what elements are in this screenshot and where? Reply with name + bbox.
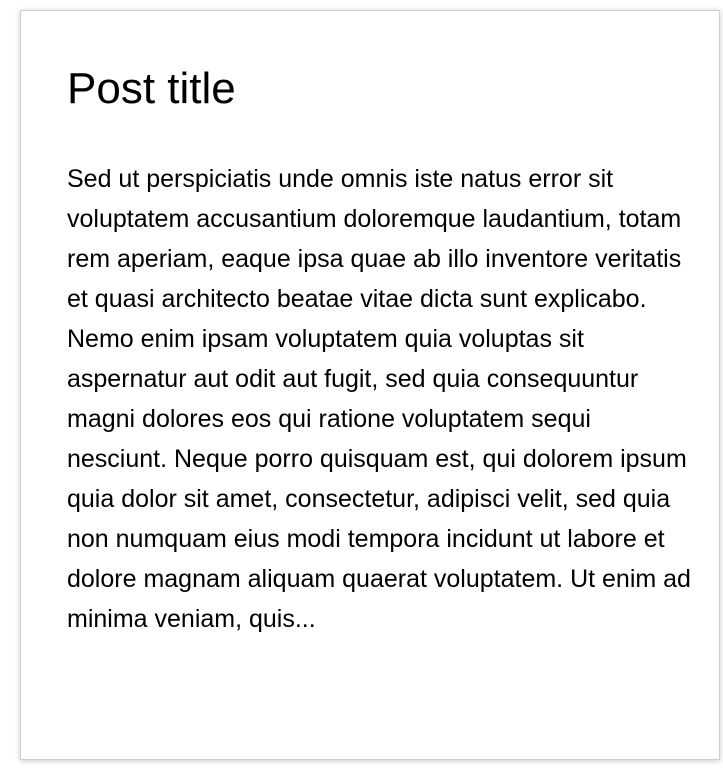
post-excerpt: Sed ut perspiciatis unde omnis iste natus error sit voluptatem accusantium doloremque laudantium, totam rem aperiam, eaque ipsa quae ab illo inventore veritatis et quasi architecto beatae vitae dicta sunt explicabo. Nemo enim ipsam voluptatem quia voluptas sit aspernatur aut odit aut fugit, sed quia consequuntur magni dolores eos qui ratione voluptatem sequi nesciunt. Neque porro quisquam est, qui dolorem ipsum quia dolor sit amet, consectetur, adipisci velit, sed quia non numquam eius modi tempora incidunt ut labore et dolore magnam aliquam quaerat voluptatem. Ut enim ad minima veniam, quis... [67, 165, 691, 633]
post-card [20, 10, 720, 760]
post-title: Post title [67, 64, 236, 113]
